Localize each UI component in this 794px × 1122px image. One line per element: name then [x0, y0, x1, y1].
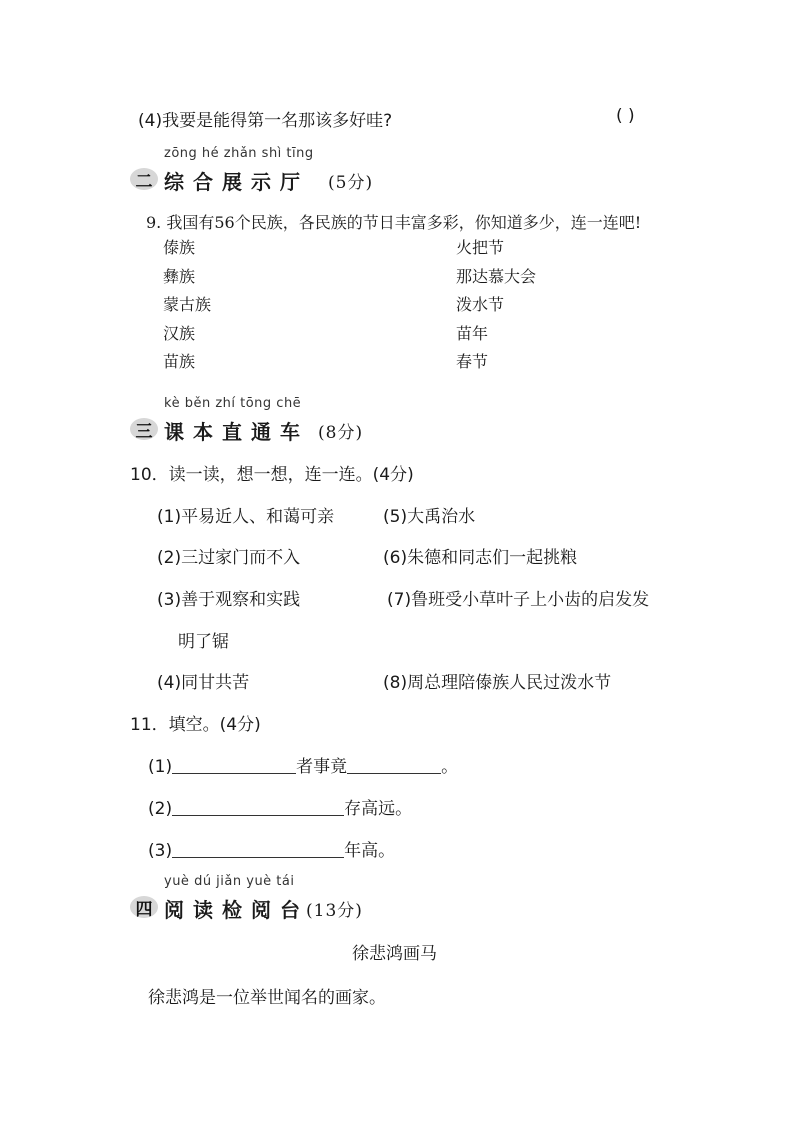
fill-blank-text: 存高远。 [344, 799, 413, 819]
q10-left-item: (4)同甘共苦 [157, 673, 250, 693]
section-4-badge: 四 [130, 896, 158, 918]
fill-blank-text: 。 [441, 757, 459, 777]
section-3-header [130, 396, 430, 456]
fill-blank-number: (1) [148, 757, 173, 777]
festival-item: 苗年 [456, 323, 489, 343]
answer-box: ( ) [616, 106, 635, 126]
people-item: 汉族 [163, 323, 196, 343]
blank-line[interactable] [172, 798, 344, 816]
reading-text: 徐悲鸿是一位举世闻名的画家。 [148, 988, 386, 1008]
section-3-badge: 三 [130, 418, 158, 440]
peoples-column [163, 234, 211, 377]
question-4: (4)我要是能得第一名那该多好哇? [138, 111, 393, 131]
people-item: 傣族 [163, 238, 196, 257]
q10-left-item: (2)三过家门而不入 [157, 548, 301, 568]
section-4-title: 阅读检阅台 [164, 898, 309, 922]
section-3-score: (8分) [318, 423, 364, 443]
blank-line[interactable] [347, 756, 441, 774]
people-item: 苗族 [163, 352, 196, 371]
fill-blank-2 [148, 794, 412, 819]
reading-title: 徐悲鸿画马 [352, 944, 437, 964]
question-11: 11．填空。(4分) [130, 715, 261, 735]
section-2-pinyin: zōng hé zhǎn shì tīng [164, 146, 314, 161]
section-3-pinyin: kè běn zhí tōng chē [164, 396, 302, 411]
section-2-header [130, 146, 430, 206]
q10-left-item: (3)善于观察和实践 [157, 590, 301, 610]
section-4-score: (13分) [306, 901, 363, 921]
q10-right-item: (6)朱德和同志们一起挑粮 [383, 548, 578, 568]
section-2-title: 综合展示厅 [164, 170, 309, 194]
section-3-title: 课本直通车 [164, 420, 309, 444]
festival-item: 泼水节 [456, 295, 505, 314]
fill-blank-text: 年高。 [344, 841, 396, 861]
section-2-badge: 二 [130, 168, 158, 190]
festival-item: 火把节 [456, 238, 505, 257]
q10-right-item-continued: 明了锯 [178, 632, 229, 652]
festival-item: 春节 [456, 352, 489, 371]
q10-right-item: (8)周总理陪傣族人民过泼水节 [383, 673, 612, 693]
q10-right-item: (5)大禹治水 [383, 507, 476, 527]
blank-line[interactable] [172, 840, 344, 858]
people-item: 彝族 [163, 266, 196, 286]
question-10: 10．读一读，想一想，连一连。(4分) [130, 465, 414, 485]
fill-blank-3 [148, 836, 395, 861]
q10-right-item: (7)鲁班受小草叶子上小齿的启发发 [387, 590, 650, 610]
fill-blank-1 [148, 752, 458, 777]
section-4-pinyin: yuè dú jiǎn yuè tái [164, 874, 295, 889]
blank-line[interactable] [172, 756, 296, 774]
festivals-column [456, 234, 536, 377]
q10-left-item: (1)平易近人、和蔼可亲 [157, 507, 335, 527]
festival-item: 那达慕大会 [456, 266, 537, 286]
fill-blank-number: (2) [148, 799, 173, 819]
section-4-header [130, 874, 430, 934]
fill-blank-text: 者事竟 [296, 757, 348, 777]
fill-blank-number: (3) [148, 841, 173, 861]
question-9: 9. 我国有56个民族，各民族的节日丰富多彩，你知道多少，连一连吧! [146, 213, 642, 232]
section-2-score: (5分) [328, 173, 374, 193]
people-item: 蒙古族 [163, 295, 212, 314]
